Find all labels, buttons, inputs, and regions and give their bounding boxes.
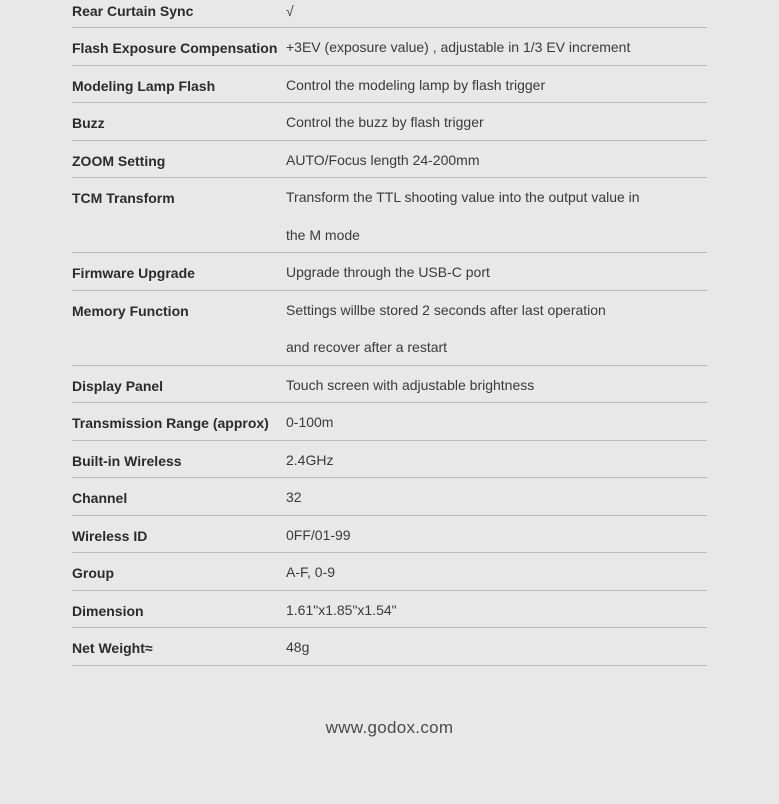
spec-value-line: Upgrade through the USB-C port	[286, 264, 490, 280]
spec-row	[72, 178, 707, 253]
spec-value-line: and recover after a restart	[286, 339, 448, 355]
spec-label: Dimension	[72, 602, 144, 619]
spec-value-line: Control the buzz by flash trigger	[286, 114, 484, 130]
spec-value	[286, 169, 707, 252]
spec-value-line: 48g	[286, 639, 310, 655]
spec-row	[72, 291, 707, 366]
spec-value	[286, 619, 707, 665]
spec-value-line: √	[286, 3, 294, 19]
spec-label: Modeling Lamp Flash	[72, 77, 216, 94]
spec-label: Rear Curtain Sync	[72, 3, 194, 19]
spec-label: Built-in Wireless	[72, 452, 182, 469]
spec-table	[72, 0, 707, 666]
spec-label: Group	[72, 565, 114, 581]
spec-value-line: Touch screen with adjustable brightness	[286, 376, 535, 393]
spec-value-line: Control the modeling lamp by flash trigger	[286, 76, 546, 93]
spec-label: Channel	[72, 490, 128, 506]
spec-value	[286, 282, 707, 365]
spec-value-line: 1.61"x1.85"x1.54"	[286, 601, 397, 618]
spec-label: Memory Function	[72, 302, 189, 319]
spec-label: ZOOM Setting	[72, 152, 166, 169]
spec-label: Buzz	[72, 115, 105, 131]
spec-value-line: Settings willbe stored 2 seconds after last operation	[286, 301, 606, 318]
spec-label: Firmware Upgrade	[72, 265, 195, 281]
spec-value-line: +3EV (exposure value) , adjustable in 1/3 EV increment	[286, 39, 631, 55]
spec-row	[72, 628, 707, 666]
spec-label: Display Panel	[72, 377, 164, 394]
spec-value-line: AUTO/Focus length 24-200mm	[286, 151, 480, 168]
spec-label: TCM Transform	[72, 190, 175, 206]
spec-value-line: 2.4GHz	[286, 451, 334, 468]
spec-value-line: 32	[286, 489, 302, 505]
spec-value-line: 0-100m	[286, 414, 334, 430]
spec-label: Wireless ID	[72, 527, 148, 544]
footer-website: www.godox.com	[325, 718, 454, 737]
spec-value-line: A-F, 0-9	[286, 564, 336, 580]
spec-value-line: 0FF/01-99	[286, 526, 351, 543]
spec-value-line: Transform the TTL shooting value into the output value in	[286, 189, 640, 205]
spec-label: Flash Exposure Compensation	[72, 40, 278, 56]
spec-label: Transmission Range (approx)	[72, 415, 269, 431]
spec-label: Net Weight≈	[72, 640, 153, 656]
spec-value-line: the M mode	[286, 226, 360, 243]
